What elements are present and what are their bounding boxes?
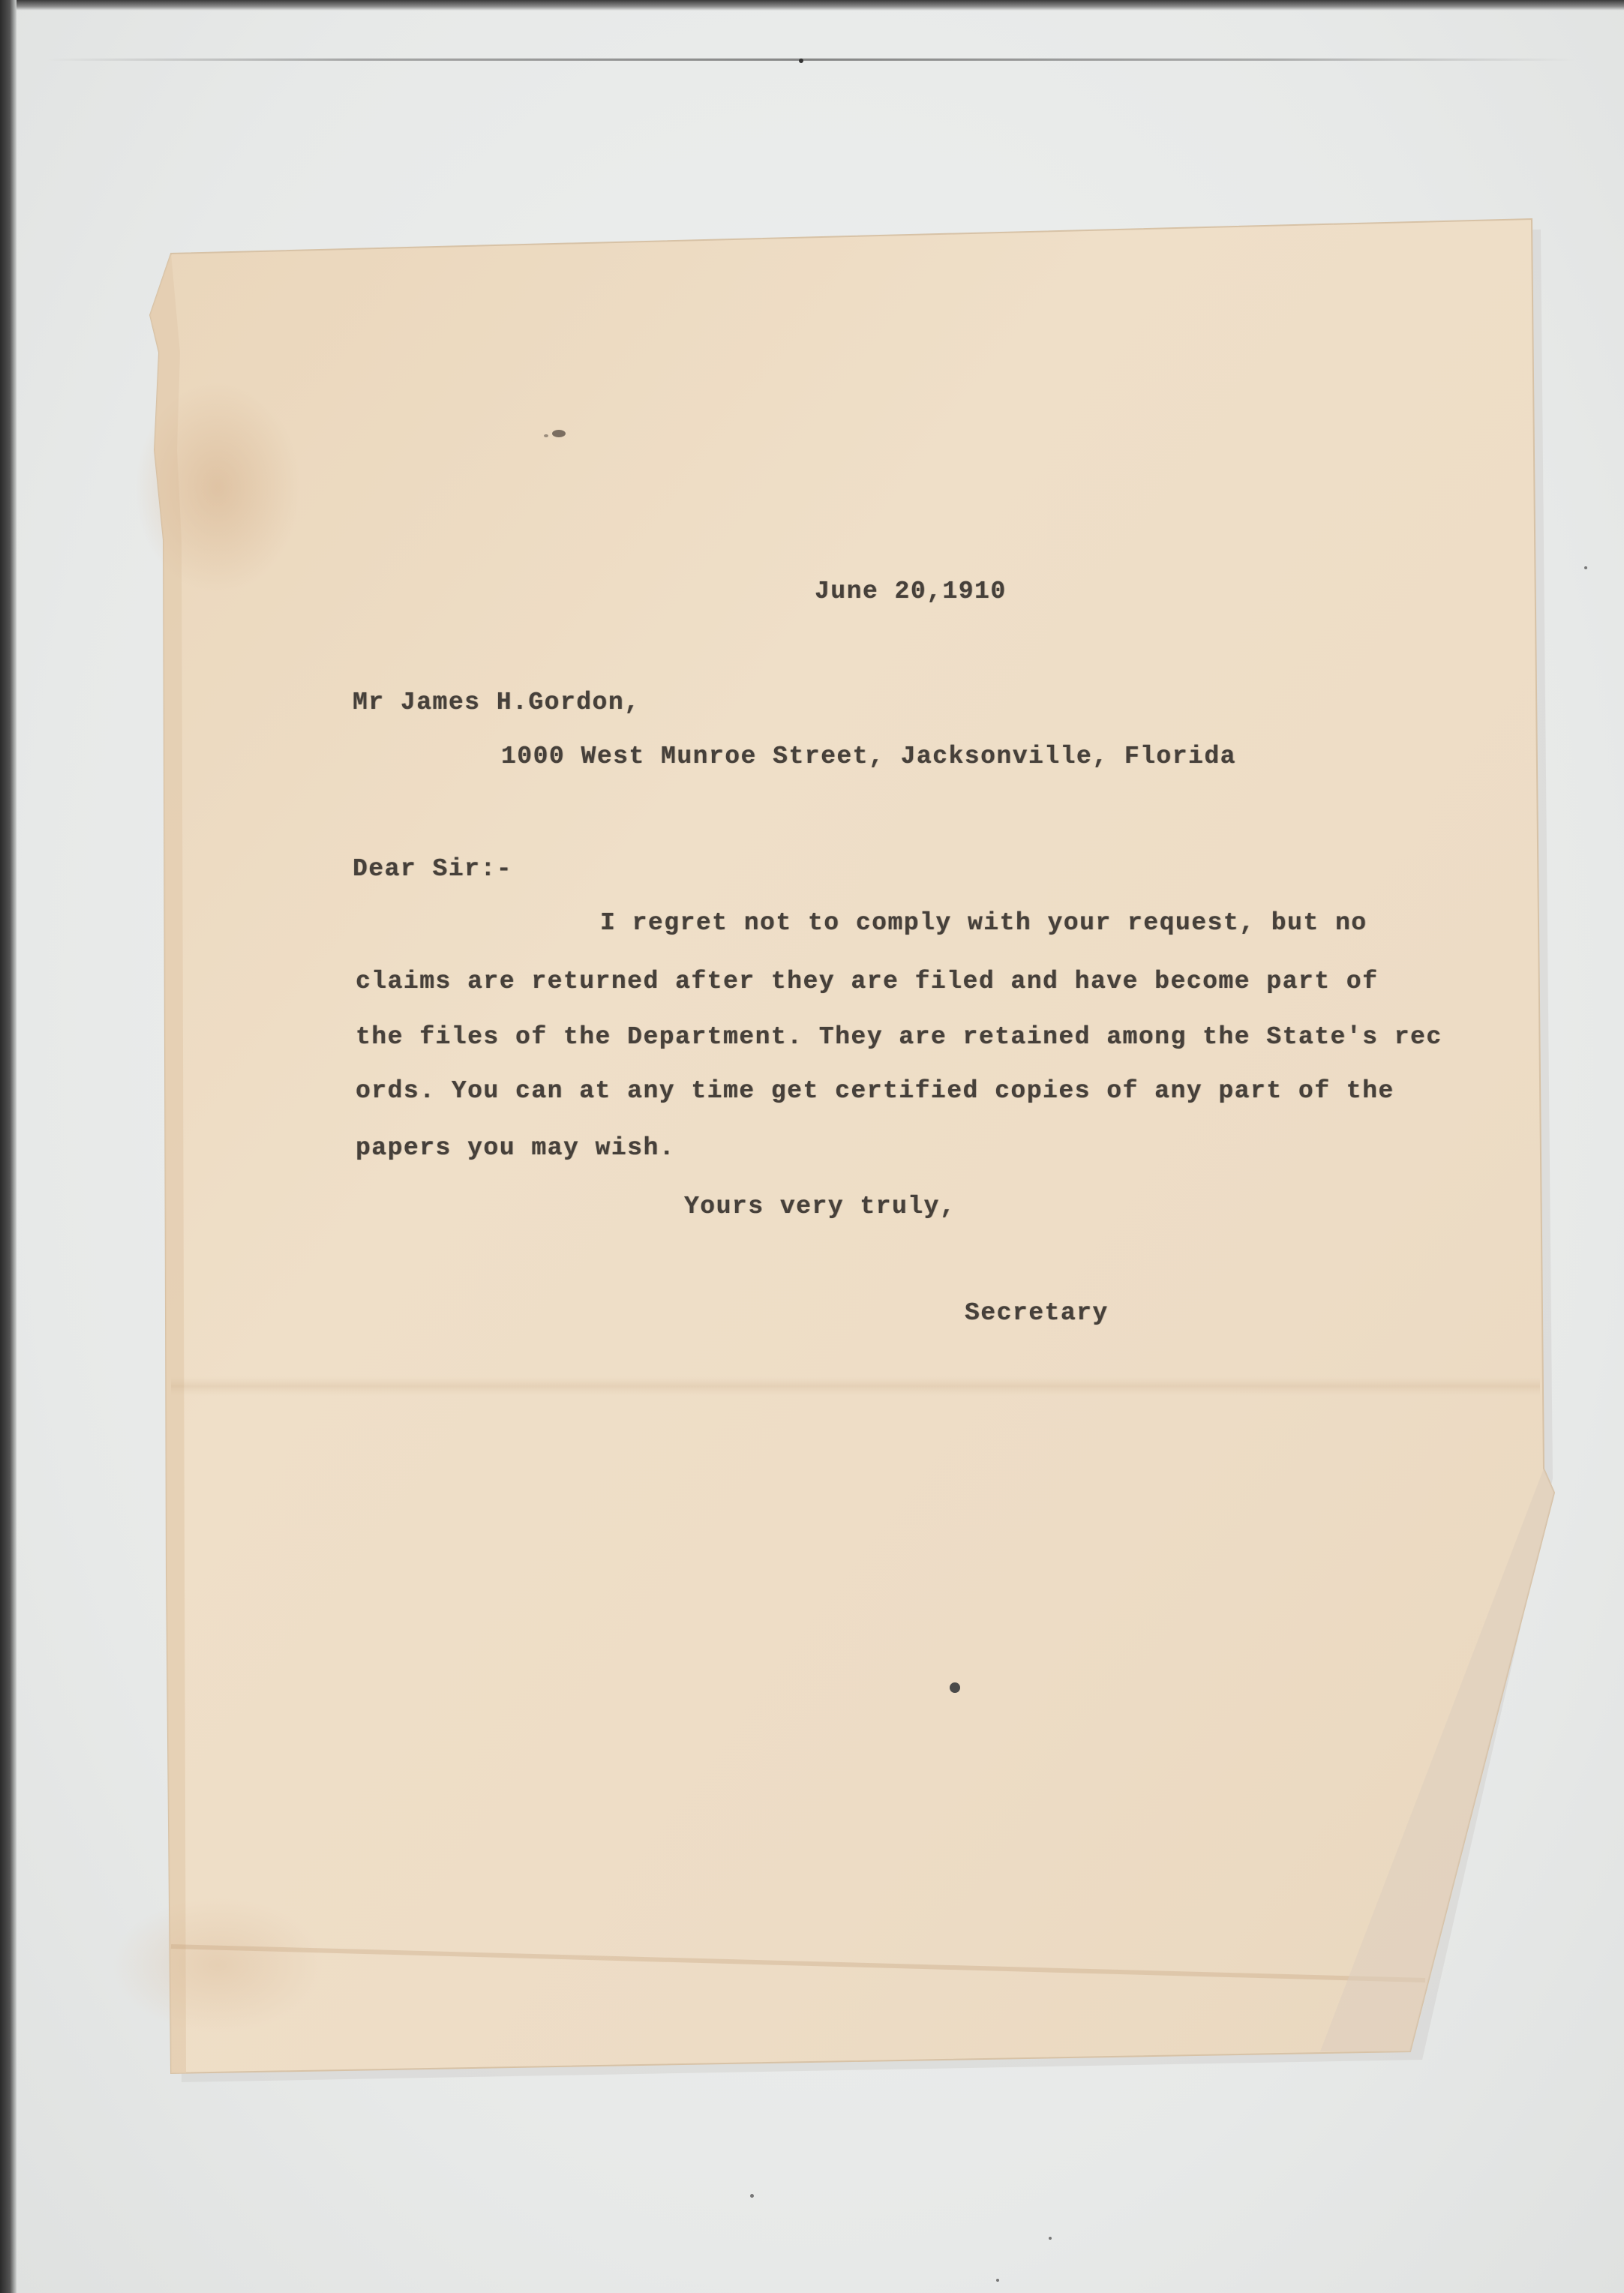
- body-line: claims are returned after they are filed and have become part of: [356, 968, 1379, 995]
- body-line: papers you may wish.: [356, 1134, 676, 1162]
- closing: Yours very truly,: [684, 1193, 956, 1220]
- body-line: ords. You can at any time get certified copies of any part of the: [356, 1077, 1394, 1105]
- salutation: Dear Sir:-: [353, 855, 513, 883]
- body-line: I regret not to comply with your request, but no: [600, 909, 1367, 937]
- body-line: the files of the Department. They are retained among the State's rec: [356, 1023, 1442, 1051]
- letter-date: June 20,1910: [815, 578, 1007, 605]
- recipient-name: Mr James H.Gordon,: [353, 689, 641, 716]
- signature-title: Secretary: [965, 1299, 1109, 1327]
- recipient-address: 1000 West Munroe Street, Jacksonville, Florida: [501, 743, 1236, 770]
